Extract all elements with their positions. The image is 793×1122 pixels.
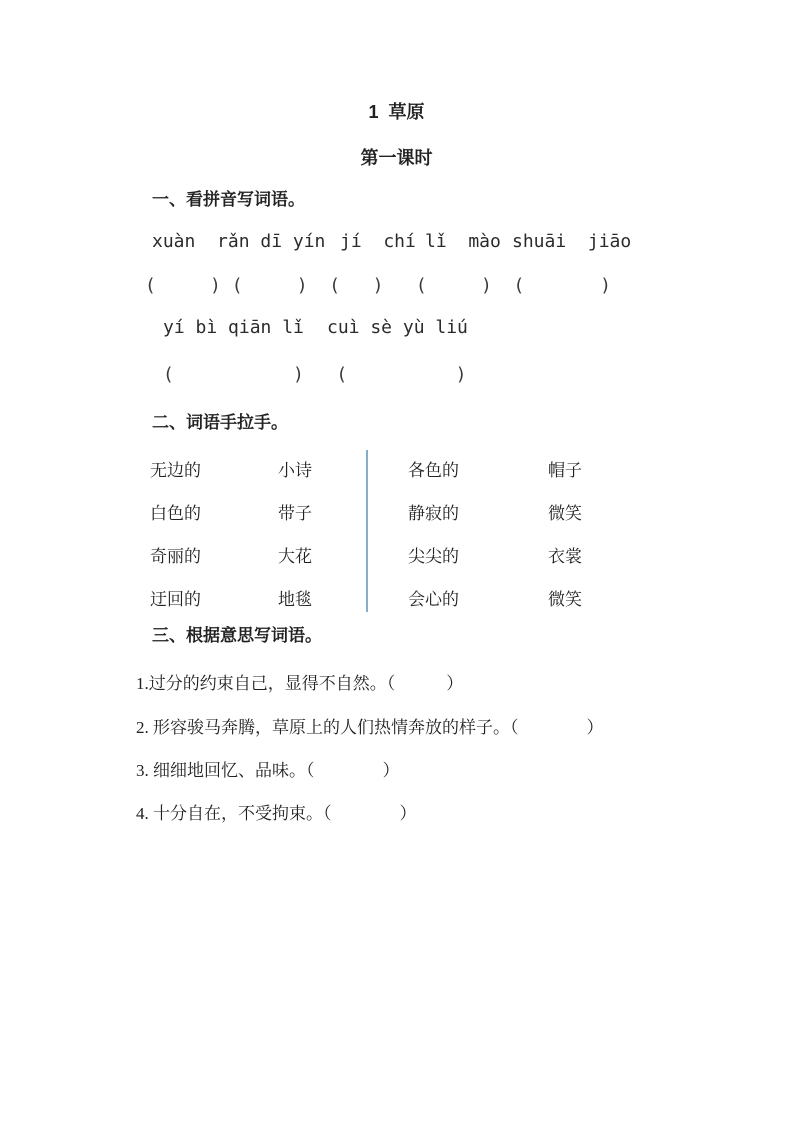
match-right-noun: 微笑 [548,590,582,609]
match-left-noun: 小诗 [278,461,312,480]
definition-item-2: 2. 形容骏马奔腾，草原上的人们热情奔放的样子。（ ） [136,718,604,737]
pinyin-word-group: jí chí [340,231,416,252]
section-two-heading: 二、词语手拉手。 [152,413,288,432]
answer-blanks-line-2: ( ) ( ) [163,364,467,385]
match-right-modifier: 静寂的 [408,504,459,523]
lesson-subtitle: 第一课时 [360,148,433,168]
match-right-noun: 衣裳 [548,547,582,566]
pinyin-word-group: cuì sè yù liú [327,317,468,338]
match-right-noun: 微笑 [548,504,582,523]
matching-row [0,461,793,483]
answer-blanks-line-1: ( ) ( ) ( ) ( ) ( ) [145,275,611,296]
definition-item-4: 4. 十分自在，不受拘束。（ ） [136,804,417,823]
definition-item-1: 1.过分的约束自己，显得不自然。（ ） [136,674,464,693]
match-left-modifier: 无边的 [150,461,201,480]
pinyin-word-group: xuàn rǎn dī yín [152,231,326,252]
match-left-modifier: 白色的 [150,504,201,523]
matching-row [0,504,793,526]
match-right-modifier: 各色的 [408,461,459,480]
pinyin-word-group: lǐ mào [425,231,501,252]
match-left-noun: 地毯 [278,590,312,609]
matching-row [0,547,793,569]
matching-row [0,590,793,612]
match-left-noun: 大花 [278,547,312,566]
pinyin-word-group: yí bì qiān lǐ [163,317,304,338]
match-left-modifier: 奇丽的 [150,547,201,566]
pinyin-word-group: shuāi jiāo [512,231,632,252]
match-right-noun: 帽子 [548,461,582,480]
match-right-modifier: 尖尖的 [408,547,459,566]
section-three-heading: 三、根据意思写词语。 [152,626,322,645]
match-left-modifier: 迂回的 [150,590,201,609]
section-one-heading: 一、看拼音写词语。 [152,190,305,209]
match-left-noun: 带子 [278,504,312,523]
lesson-title: 1 草原 [368,102,425,122]
definition-item-3: 3. 细细地回忆、品味。（ ） [136,761,400,780]
match-right-modifier: 会心的 [408,590,459,609]
